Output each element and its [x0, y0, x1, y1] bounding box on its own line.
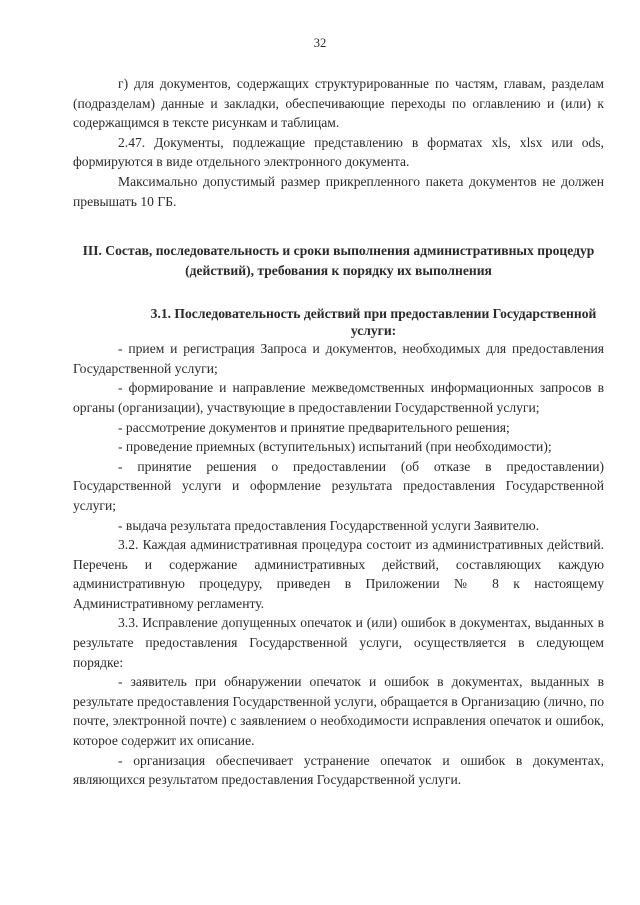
list-item: - рассмотрение документов и принятие предварительного решения;	[118, 419, 510, 435]
list-item: - организация обеспечивает устранение опечаток и ошибок в документах, являющихся результатом предоставления Государственной услуги.	[73, 752, 604, 788]
page-content	[73, 74, 604, 790]
list-item: - проведение приемных (вступительных) испытаний (при необходимости);	[118, 439, 552, 455]
paragraph-max-size: Максимально допустимый размер прикрепленного пакета документов не должен превышать 10 ГБ.	[73, 173, 604, 209]
subsection-heading: 3.1. Последовательность действий при предоставлении Государственной услуги:	[150, 306, 597, 339]
section-heading: III. Состав, последовательность и сроки выполнения административных процедур (действий), требования к порядку их выполнения	[82, 243, 595, 279]
paragraph-2-47: 2.47. Документы, подлежащие представлению в форматах xls, xlsx или ods, формируются в виде отдельного электронного документа.	[73, 134, 604, 170]
paragraph-3-2: 3.2. Каждая административная процедура состоит из административных действий. Перечень и содержание административных действий, составляющих каждую административную процедуру, приведен в Приложении № 8 к настоящему Административному регламенту.	[73, 537, 604, 611]
list-item: - принятие решения о предоставлении (об отказе в предоставлении) Государственной услуги и оформление результата предоставления Государственной услуги;	[73, 458, 604, 513]
list-item: - формирование и направление межведомственных информационных запросов в органы (организации), участвующие в предоставлении Государственной услуги;	[73, 380, 604, 415]
list-item: - выдача результата предоставления Государственной услуги Заявителю.	[118, 517, 540, 533]
page-number: 32	[313, 36, 327, 50]
list-item: - прием и регистрация Запроса и документов, необходимых для предоставления Государственной услуги;	[73, 341, 604, 376]
paragraph-3-3: 3.3. Исправление допущенных опечаток и (или) ошибок в документах, выданных в результате предоставления Государственной услуги, осуществляется в следующем порядке:	[73, 615, 604, 670]
list-item: - заявитель при обнаружении опечаток и ошибок в документах, выданных в результате предоставления Государственной услуги, обращается в Организацию (лично, по почте, электронной почте) с заявлением о необходимости исправления опечаток и ошибок, которое содержит их описание.	[73, 674, 604, 749]
paragraph-g-documents: г) для документов, содержащих структурированные по частям, главам, разделам (подразделам) данные и закладки, обеспечивающие переходы по оглавлению и (или) к содержащимся в тексте рисункам и таблицам.	[73, 76, 604, 131]
